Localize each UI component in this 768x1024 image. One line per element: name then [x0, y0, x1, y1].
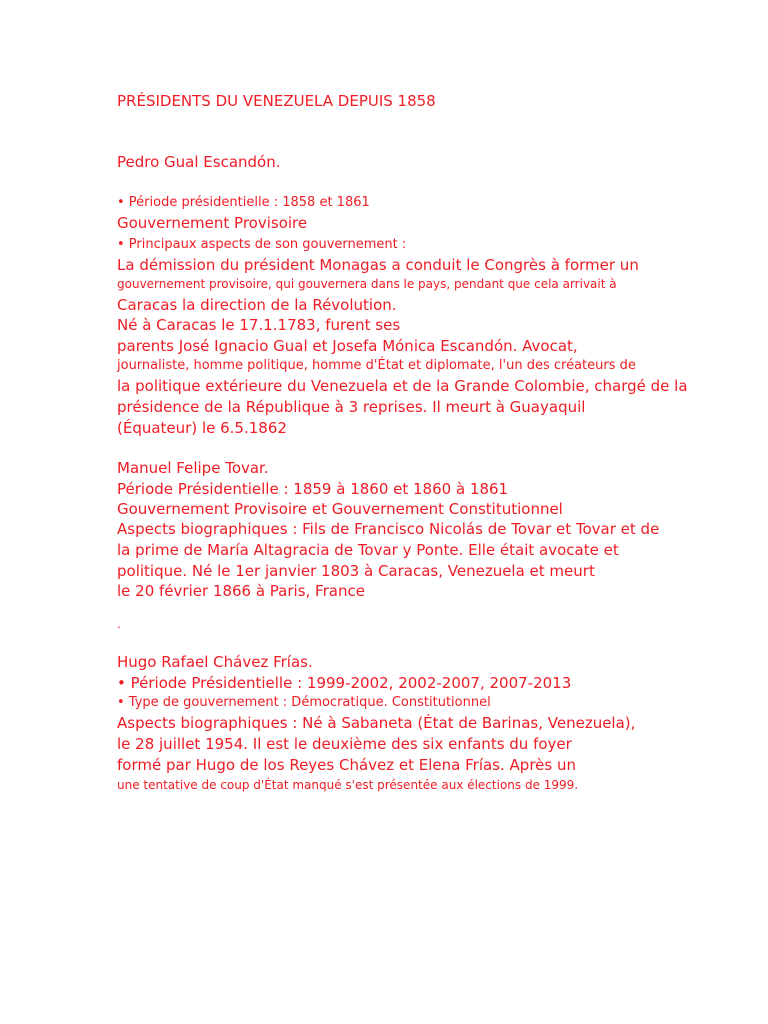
body-text-line: le 20 février 1866 à Paris, France: [117, 582, 365, 600]
body-text-line: la prime de María Altagracia de Tovar y Ponte. Elle était avocate et: [117, 541, 619, 559]
body-text-line: Aspects biographiques : Né à Sabaneta (État de Barinas, Venezuela),: [117, 714, 636, 732]
government-type: Gouvernement Provisoire: [117, 214, 308, 232]
president-name: Manuel Felipe Tovar.: [117, 459, 269, 477]
body-text-line: journaliste, homme politique, homme d'État et diplomate, l'un des créateurs de: [117, 358, 636, 373]
body-text-line: politique. Né le 1er janvier 1803 à Caracas, Venezuela et meurt: [117, 562, 595, 580]
body-text-line: la politique extérieure du Venezuela et de la Grande Colombie, chargé de la: [117, 377, 688, 395]
separator-dot: .: [117, 617, 121, 631]
document-title: PRÉSIDENTS DU VENEZUELA DEPUIS 1858: [117, 92, 436, 110]
president-name: Hugo Rafael Chávez Frías.: [117, 653, 313, 671]
body-text-line: (Équateur) le 6.5.1862: [117, 419, 287, 437]
body-text-line: parents José Ignacio Gual et Josefa Mónica Escandón. Avocat,: [117, 337, 578, 355]
bullet-term: • Période Présidentielle : 1999-2002, 2002-2007, 2007-2013: [117, 674, 572, 692]
body-text-line: une tentative de coup d'État manqué s'est présentée aux élections de 1999.: [117, 778, 579, 792]
body-text-line: Caracas la direction de la Révolution.: [117, 296, 397, 314]
body-text-line: La démission du président Monagas a conduit le Congrès à former un: [117, 256, 639, 274]
body-text-line: formé par Hugo de los Reyes Chávez et Elena Frías. Après un: [117, 756, 576, 774]
bullet-government-type: • Type de gouvernement : Démocratique. Constitutionnel: [117, 695, 491, 710]
president-name: Pedro Gual Escandón.: [117, 153, 281, 171]
body-text-line: Gouvernement Provisoire et Gouvernement Constitutionnel: [117, 500, 563, 518]
bullet-aspects: • Principaux aspects de son gouvernement :: [117, 237, 407, 252]
body-text-line: gouvernement provisoire, qui gouvernera dans le pays, pendant que cela arrivait à: [117, 277, 617, 291]
body-text-line: le 28 juillet 1954. Il est le deuxième des six enfants du foyer: [117, 735, 572, 753]
body-text-line: présidence de la République à 3 reprises. Il meurt à Guayaquil: [117, 398, 586, 416]
body-text-line: Aspects biographiques : Fils de Francisco Nicolás de Tovar et Tovar et de: [117, 520, 660, 538]
bullet-term: • Période présidentielle : 1858 et 1861: [117, 195, 370, 210]
body-text-line: Né à Caracas le 17.1.1783, furent ses: [117, 316, 401, 334]
body-text-line: Période Présidentielle : 1859 à 1860 et 1860 à 1861: [117, 480, 509, 498]
